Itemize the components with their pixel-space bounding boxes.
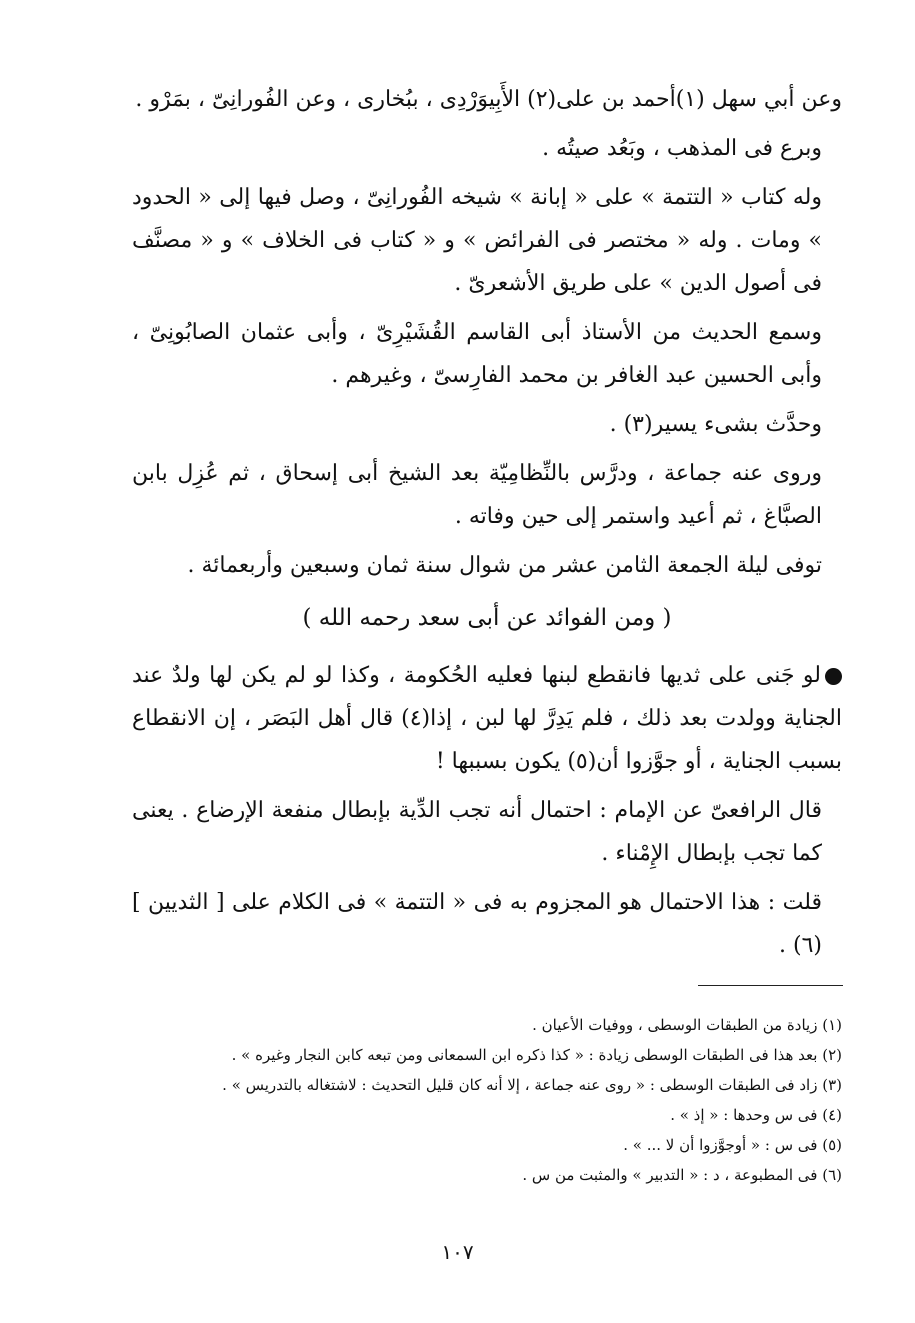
paragraph-teaching: وروى عنه جماعة ، ودرَّس بالنِّظامِيّة بعد الشيخ أبى إسحاق ، ثم عُزِل بابن الصبَّاغ ، ثم أعيد واستمر إلى حين وفاته . xyxy=(132,461,822,529)
paragraph-injury xyxy=(132,654,842,783)
main-text xyxy=(132,78,842,973)
paragraph-comment: قلت : هذا الاحتمال هو المجزوم به فى « التتمة » فى الكلام على [ الثديين ](٦) . xyxy=(132,890,822,958)
bullet-marker xyxy=(825,668,842,685)
paragraph-rafii: قال الرافعىّ عن الإمام : احتمال أنه تجب الدِّية بإبطال منفعة الإرضاع . يعنى كما تجب بإبطال الإِمْناء . xyxy=(132,798,822,866)
footnotes xyxy=(132,1010,842,1190)
footnote-3: (٣) زاد فى الطبقات الوسطى : « روى عنه جماعة ، إلا أنه كان قليل التحديث : لاشتغاله بالتدريس » . xyxy=(222,1076,842,1094)
paragraph-injury-text: لو جَنى على ثديها فانقطع لبنها فعليه الحُكومة ، وكذا لو لم يكن لها ولدٌ عند الجناية وولدت بعد ذلك ، فلم يَدِرَّ لها لبن ، إذا(٤) قال أهل البَصَر ، إن الانقطاع بسبب الجناية ، أو جوَّزوا أن(٥) يكون بسببها ! xyxy=(132,663,842,774)
footnote-5: (٥) فى س : « أوجوَّزوا أن لا ... » . xyxy=(623,1136,842,1154)
footnote-6: (٦) فى المطبوعة ، د : « التدبير » والمثبت من س . xyxy=(522,1166,842,1184)
paragraph-death: توفى ليلة الجمعة الثامن عشر من شوال سنة ثمان وسبعين وأربعمائة . xyxy=(187,553,822,578)
footnote-2: (٢) بعد هذا فى الطبقات الوسطى زيادة : « كذا ذكره ابن السمعانى ومن تبعه كابن النجار وغيره » . xyxy=(231,1046,842,1064)
paragraph-teachers: وعن أبي سهل (١)أحمد بن على(٢) الأَبِيوَرْدِى ، ببُخارى ، وعن الفُورانِىّ ، بمَرْو . xyxy=(135,87,842,112)
footnote-1: (١) زيادة من الطبقات الوسطى ، ووفيات الأعيان . xyxy=(532,1016,842,1034)
section-heading: ( ومن الفوائد عن أبى سعد رحمه الله ) xyxy=(302,605,672,631)
page-number: ١٠٧ xyxy=(441,1240,474,1264)
footnote-4: (٤) فى س وحدها : « إذ » . xyxy=(670,1106,842,1124)
paragraph-renown: وبرع فى المذهب ، وبَعُد صيتُه . xyxy=(542,136,822,161)
paragraph-hadith: وسمع الحديث من الأستاذ أبى القاسم القُشَيْرِىّ ، وأبى عثمان الصابُونِىّ ، وأبى الحسين عبد الغافر بن محمد الفارِسىّ ، وغيرهم . xyxy=(132,320,822,388)
footnote-divider xyxy=(698,985,843,986)
paragraph-narration: وحدَّث بشىء يسير(٣) . xyxy=(609,412,822,437)
paragraph-works: وله كتاب « التتمة » على « إبانة » شيخه الفُورانِىّ ، وصل فيها إلى « الحدود » ومات . وله « مختصر فى الفرائض » و « كتاب فى الخلاف » و « مصنَّف فى أصول الدين » على طريق الأشعرىّ . xyxy=(132,185,822,296)
